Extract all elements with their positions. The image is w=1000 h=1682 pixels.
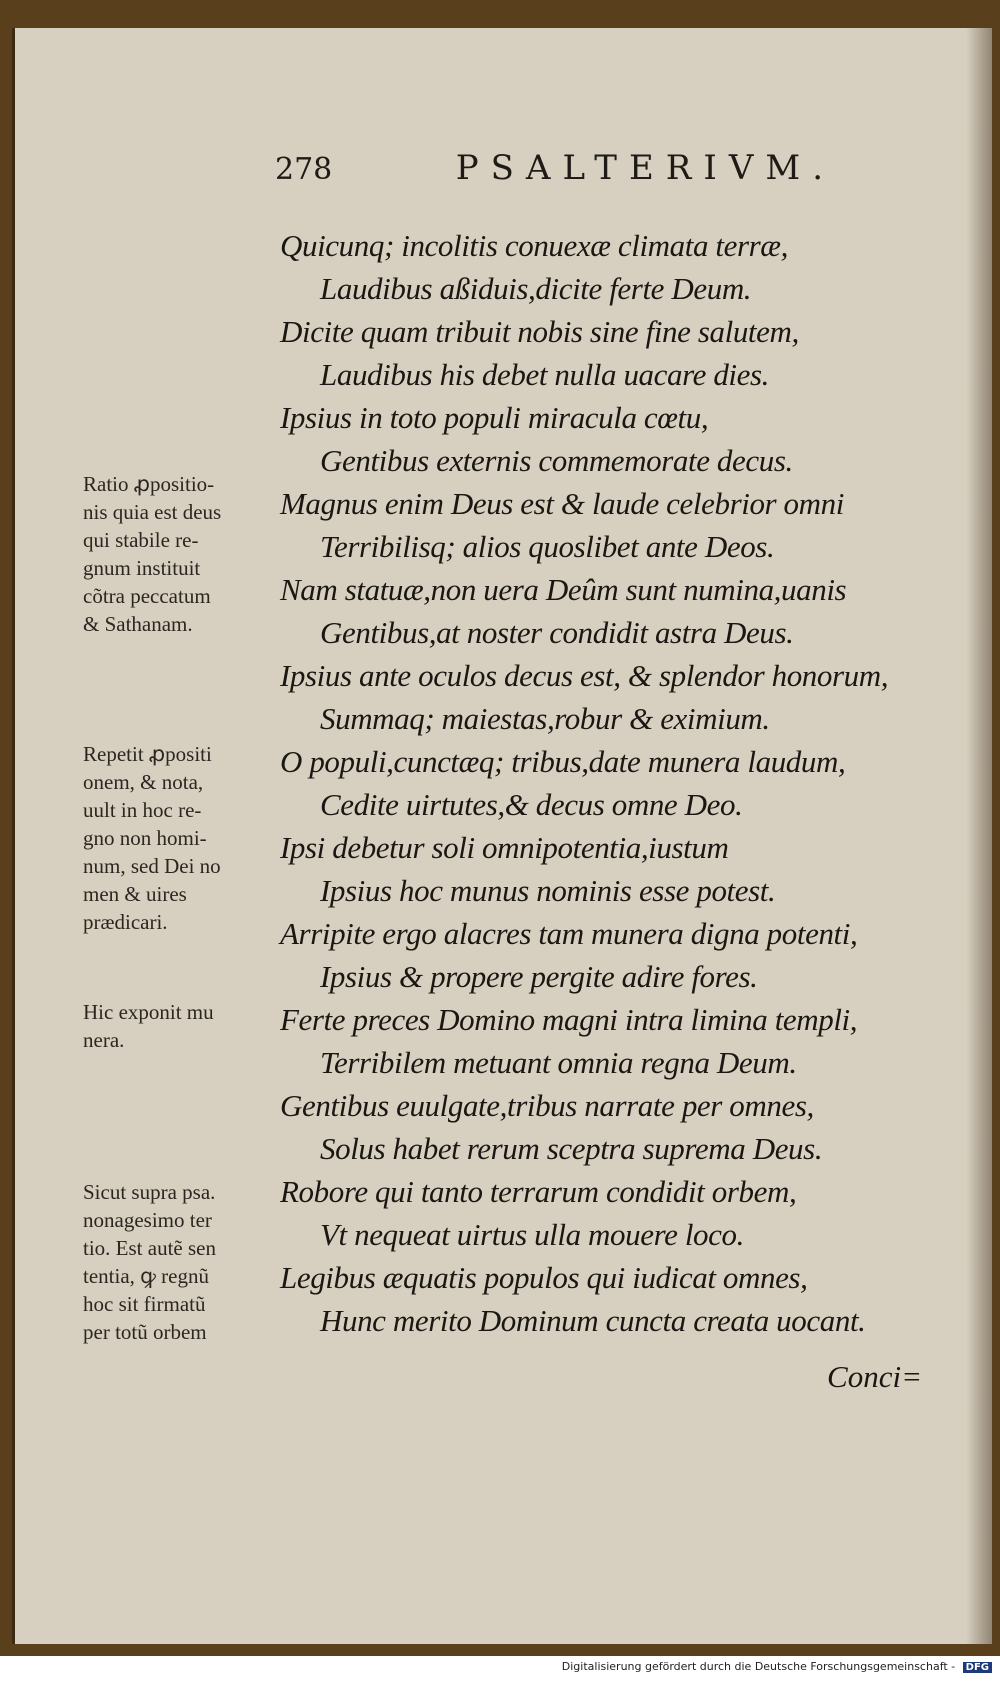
poem-line: Laudibus aßiduis,dicite ferte Deum.: [320, 271, 752, 306]
catchword: Conci=: [827, 1359, 922, 1394]
margin-note-line: Ratio ꝓpositio-: [83, 472, 215, 496]
poem-line: Gentibus externis commemorate decus.: [320, 443, 793, 478]
poem-line: Nam statuæ,non uera Deûm sunt numina,uanis: [280, 572, 847, 607]
margin-note-line: hoc sit firmatũ: [83, 1292, 206, 1316]
page-number: 278: [275, 152, 333, 187]
book-page: [12, 28, 992, 1644]
poem-line: Dicite quam tribuit nobis sine fine salutem,: [280, 314, 799, 349]
margin-note: [83, 1178, 273, 1346]
poem-line: Hunc merito Dominum cuncta creata uocant.: [320, 1303, 866, 1338]
poem-line: Gentibus,at noster condidit astra Deus.: [320, 615, 794, 650]
poem-line: Solus habet rerum sceptra suprema Deus.: [320, 1131, 823, 1166]
footer-credit: Digitalisierung gefördert durch die Deutsche Forschungsgemeinschaft -: [561, 1660, 956, 1673]
margin-note-line: nonagesimo ter: [83, 1208, 212, 1232]
margin-note-line: uult in hoc re-: [83, 798, 202, 822]
margin-note-line: Sicut supra psa.: [83, 1180, 216, 1204]
poem-line: Gentibus euulgate,tribus narrate per omnes,: [280, 1088, 814, 1123]
margin-note-line: qui stabile re-: [83, 528, 199, 552]
margin-note-line: per totũ orbem: [83, 1320, 207, 1344]
poem-line: Terribilisq; alios quoslibet ante Deos.: [320, 529, 775, 564]
poem-line: Ipsius in toto populi miracula cœtu,: [280, 400, 709, 435]
margin-note-line: prædicari.: [83, 910, 168, 934]
poem-line: Ipsius hoc munus nominis esse potest.: [320, 873, 776, 908]
margin-note-line: gnum instituit: [83, 556, 201, 580]
margin-note-line: Hic exponit mu: [83, 1000, 214, 1024]
poem-line: Magnus enim Deus est & laude celebrior omni: [280, 486, 844, 521]
poem-line: Ipsi debetur soli omnipotentia,iustum: [280, 830, 729, 865]
poem-line: Legibus æquatis populos qui iudicat omnes,: [280, 1260, 808, 1295]
margin-note: [83, 998, 273, 1054]
margin-note-line: tio. Est autẽ sen: [83, 1236, 216, 1260]
poem-text: [280, 224, 960, 1342]
margin-note-line: & Sathanam.: [83, 612, 193, 636]
poem-line: Ipsius & propere pergite adire fores.: [320, 959, 758, 994]
poem-line: Summaq; maiestas,robur & eximium.: [320, 701, 770, 736]
poem-line: Ferte preces Domino magni intra limina templi,: [280, 1002, 858, 1037]
margin-note-line: tentia, ꝙ regnũ: [83, 1264, 209, 1288]
poem-line: Quicunq; incolitis conuexæ climata terræ,: [280, 228, 788, 263]
margin-note-line: onem, & nota,: [83, 770, 204, 794]
margin-note-line: Repetit ꝓpositi: [83, 742, 212, 766]
margin-note-line: gno non homi-: [83, 826, 207, 850]
poem-line: Arripite ergo alacres tam munera digna potenti,: [280, 916, 858, 951]
poem-line: Robore qui tanto terrarum condidit orbem,: [280, 1174, 797, 1209]
poem-line: Terribilem metuant omnia regna Deum.: [320, 1045, 797, 1080]
digitization-footer: [0, 1660, 1000, 1682]
margin-note: [83, 740, 273, 936]
poem-line: Ipsius ante oculos decus est, & splendor honorum,: [280, 658, 889, 693]
poem-line: Laudibus his debet nulla uacare dies.: [320, 357, 770, 392]
poem-line: Vt nequeat uirtus ulla mouere loco.: [320, 1217, 744, 1252]
page-header: [275, 148, 835, 188]
margin-note-line: num, sed Dei no: [83, 854, 221, 878]
poem-line: Cedite uirtutes,& decus omne Deo.: [320, 787, 743, 822]
margin-note-line: cõtra peccatum: [83, 584, 211, 608]
margin-note-line: nis quia est deus: [83, 500, 222, 524]
dfg-logo: DFG: [963, 1662, 992, 1673]
margin-note-line: men & uires: [83, 882, 187, 906]
running-title: PSALTERIVM.: [455, 148, 835, 188]
poem-line: O populi,cunctæq; tribus,date munera laudum,: [280, 744, 846, 779]
margin-note-line: nera.: [83, 1028, 125, 1052]
margin-note: [83, 470, 273, 638]
